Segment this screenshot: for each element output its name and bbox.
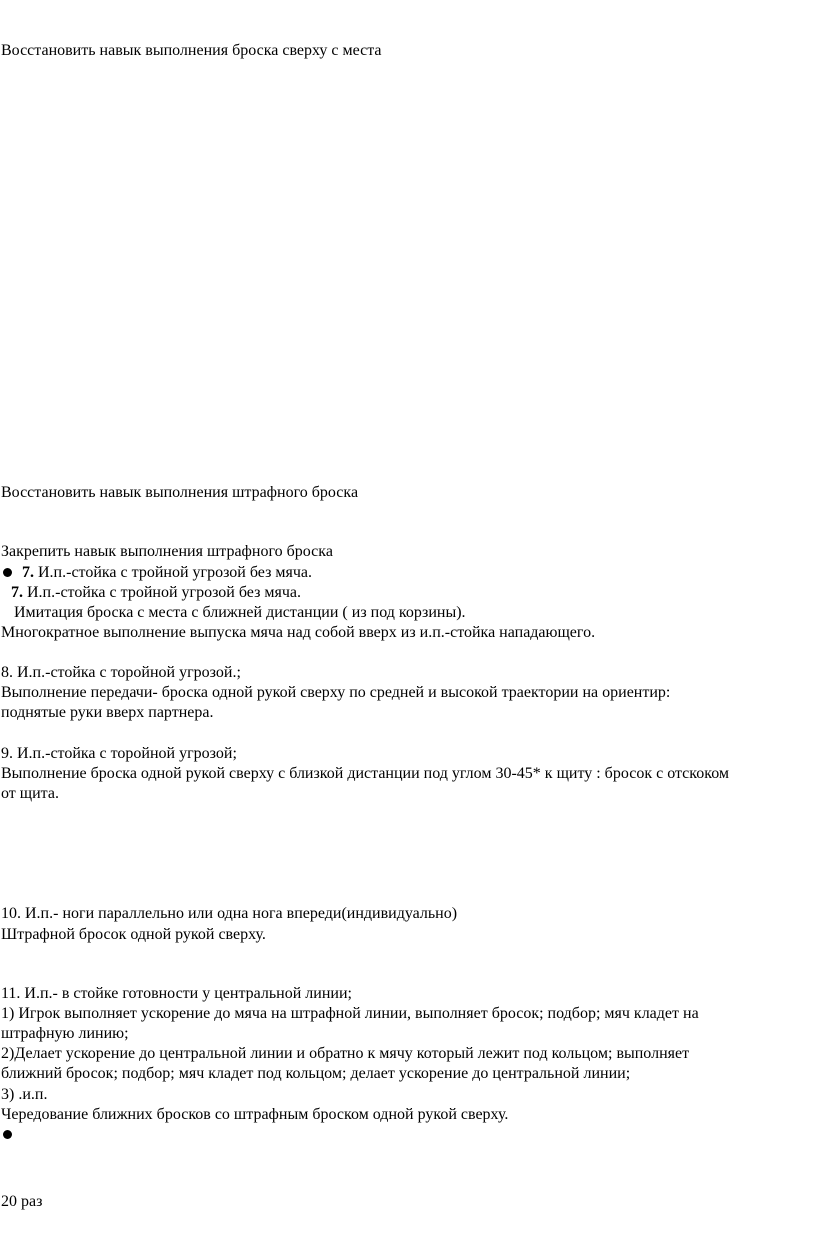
exercise-8-line-2: поднятые руки вверх партнера. (1, 704, 214, 721)
exercise-11-step-1a: 1) Игрок выполняет ускорение до мяча на штрафной линии, выполняет бросок; подбор; мяч кладет на (1, 1005, 699, 1022)
exercise-7-repetition: Многократное выполнение выпуска мяча над собой вверх из и.п.-стойка нападающего. (1, 624, 596, 641)
exercise-11-step-3: 3) .и.п. (1, 1086, 48, 1103)
bullet-icon (3, 568, 12, 577)
exercise-11-alternation: Чередование ближних бросков со штрафным броском одной рукой сверху. (1, 1106, 509, 1123)
exercise-11-step-1b: штрафную линию; (1, 1025, 129, 1042)
exercise-7-text-repeat: И.п.-стойка с тройной угрозой без мяча. (23, 584, 302, 601)
exercise-7-text: И.п.-стойка с тройной угрозой без мяча. (34, 564, 313, 581)
empty-bullet-item (1, 1125, 22, 1145)
exercise-8-title: 8. И.п.-стойка с торойной угрозой.; (1, 664, 241, 681)
exercise-7-imitation: Имитация броска с места с ближней дистанции ( из под корзины). (14, 604, 466, 621)
exercise-7-number: 7. (22, 564, 34, 581)
bullet-icon (3, 1130, 12, 1139)
heading-free-throw-restore: Восстановить навык выполнения штрафного броска (1, 484, 359, 501)
exercise-11-step-2b: ближний бросок; подбор; мяч кладет под кольцом; делает ускорение до центральной линии; (1, 1065, 631, 1082)
exercise-7-number-repeat: 7. (11, 584, 23, 601)
heading-overhead-throw: Восстановить навык выполнения броска сверху с места (1, 42, 382, 59)
exercise-11-step-2a: 2)Делает ускорение до центральной линии и обратно к мячу который лежит под кольцом; выполняет (1, 1045, 690, 1062)
exercise-7-repeat (11, 583, 301, 603)
heading-free-throw-reinforce: Закрепить навык выполнения штрафного броска (1, 543, 333, 560)
exercise-9-line-1: Выполнение броска одной рукой сверху с близкой дистанции под углом 30-45* к щиту : бросок с отскоком (1, 765, 730, 782)
exercise-8-line-1: Выполнение передачи- броска одной рукой сверху по средней и высокой траектории на ориентир: (1, 684, 671, 701)
exercise-7-bulleted (1, 563, 312, 583)
exercise-9-title: 9. И.п.-стойка с торойной угрозой; (1, 745, 237, 762)
exercise-10-line-1: Штрафной бросок одной рукой сверху. (1, 926, 266, 943)
exercise-11-title: 11. И.п.- в стойке готовности у центральной линии; (1, 985, 352, 1002)
exercise-10-title: 10. И.п.- ноги параллельно или одна нога впереди(индивидуально) (1, 905, 458, 922)
dosage-note: 20 раз (1, 1193, 43, 1210)
exercise-9-line-2: от щита. (1, 785, 59, 802)
